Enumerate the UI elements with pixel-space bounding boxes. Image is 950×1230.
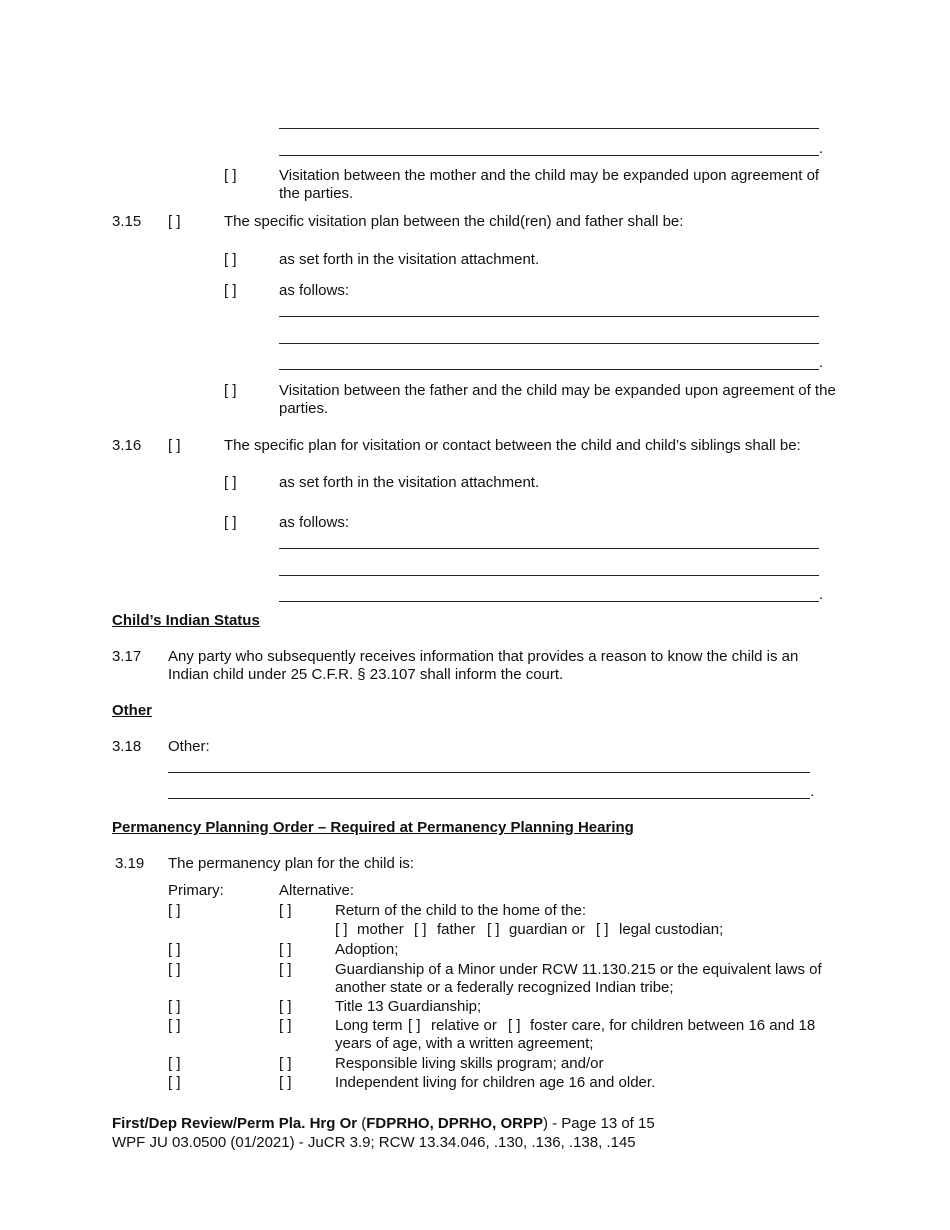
father-expand-text: Visitation between the father and the child may be expanded upon agreement of the parties. (279, 382, 836, 417)
footer-codes: FDPRHO, DPRHO, ORPP (366, 1115, 543, 1132)
checkbox-return-father[interactable]: [ ] (414, 921, 427, 938)
section-3-15-text: The specific visitation plan between the child(ren) and father shall be: (224, 213, 684, 230)
checkbox-father-follows[interactable]: [ ] (224, 282, 237, 299)
option-independent-living: Independent living for children age 16 and older. (335, 1074, 656, 1091)
line-period: . (819, 140, 824, 157)
checkbox-father-attachment[interactable]: [ ] (224, 251, 237, 268)
footer-page: ) - Page 13 of 15 (542, 1115, 655, 1132)
siblings-follows-text: as follows: (279, 514, 350, 531)
checkbox-primary-guardianship[interactable]: [ ] (168, 961, 181, 978)
option-mother: mother (357, 921, 404, 938)
option-father: father (437, 921, 476, 938)
blank-line[interactable] (279, 548, 819, 549)
checkbox-return-guardian[interactable]: [ ] (487, 921, 500, 938)
checkbox-alt-title13[interactable]: [ ] (279, 998, 292, 1015)
option-legal-custodian: legal custodian; (619, 921, 724, 938)
line-period: . (810, 783, 815, 800)
other-label: Other: (168, 738, 210, 755)
option-adoption: Adoption; (335, 941, 399, 958)
blank-line[interactable] (168, 772, 810, 773)
checkbox-siblings-follows[interactable]: [ ] (224, 514, 237, 531)
checkbox-long-term-foster[interactable]: [ ] (508, 1017, 521, 1034)
section-number-3-16: 3.16 (112, 437, 142, 454)
option-relative-or: relative or (431, 1017, 497, 1034)
section-number-3-18: 3.18 (112, 738, 142, 755)
option-title13: Title 13 Guardianship; (335, 998, 482, 1015)
option-guardian-or: guardian or (509, 921, 585, 938)
checkbox-primary-living-skills[interactable]: [ ] (168, 1055, 181, 1072)
checkbox-alt-independent[interactable]: [ ] (279, 1074, 292, 1091)
father-attachment-text: as set forth in the visitation attachment. (279, 251, 540, 268)
checkbox-alt-guardianship[interactable]: [ ] (279, 961, 292, 978)
blank-line[interactable] (279, 155, 819, 156)
section-3-16-text: The specific plan for visitation or contact between the child and child’s siblings shall be: (224, 437, 801, 454)
blank-line[interactable] (168, 798, 810, 799)
checkbox-alt-living-skills[interactable]: [ ] (279, 1055, 292, 1072)
checkbox-primary-return-home[interactable]: [ ] (168, 902, 181, 919)
line-period: . (819, 586, 824, 603)
section-number-3-17: 3.17 (112, 648, 142, 665)
checkbox-long-term-relative[interactable]: [ ] (408, 1017, 421, 1034)
mother-expand-text: Visitation between the mother and the child may be expanded upon agreement of the parties. (279, 167, 820, 202)
checkbox-return-mother[interactable]: [ ] (335, 921, 348, 938)
section-3-17-text: Any party who subsequently receives information that provides a reason to know the child is an Indian child under 25 C.F.R. § 23.107 shall inform the court. (168, 648, 799, 683)
section-3-19-intro: The permanency plan for the child is: (168, 855, 414, 872)
blank-line[interactable] (279, 575, 819, 576)
primary-label: Primary: (168, 882, 224, 899)
permanency-heading: Permanency Planning Order – Required at Permanency Planning Hearing (112, 819, 634, 836)
footer-form-ref: WPF JU 03.0500 (01/2021) - JuCR 3.9; RCW 13.34.046, .130, .136, .138, .145 (112, 1134, 636, 1151)
checkbox-mother-expand[interactable]: [ ] (224, 167, 237, 184)
footer-form-title: First/Dep Review/Perm Pla. Hrg Or (112, 1115, 358, 1132)
checkbox-siblings-attachment[interactable]: [ ] (224, 474, 237, 491)
option-foster-care: foster care, for children between 16 and 18 years of age, with a written agreement; (335, 1017, 816, 1052)
option-return-home: Return of the child to the home of the: (335, 902, 586, 919)
father-follows-text: as follows: (279, 282, 350, 299)
checkbox-alt-return-home[interactable]: [ ] (279, 902, 292, 919)
checkbox-return-legal-custodian[interactable]: [ ] (596, 921, 609, 938)
option-living-skills: Responsible living skills program; and/or (335, 1055, 604, 1072)
option-long-term-label: Long term (335, 1017, 403, 1034)
checkbox-alt-long-term[interactable]: [ ] (279, 1017, 292, 1034)
blank-line[interactable] (279, 601, 819, 602)
checkbox-primary-adoption[interactable]: [ ] (168, 941, 181, 958)
alternative-label: Alternative: (279, 882, 355, 899)
footer-title (112, 1115, 655, 1133)
section-number-3-19: 3.19 (115, 855, 145, 872)
checkbox-primary-independent[interactable]: [ ] (168, 1074, 181, 1091)
checkbox-alt-adoption[interactable]: [ ] (279, 941, 292, 958)
line-period: . (819, 354, 824, 371)
checkbox-father-expand[interactable]: [ ] (224, 382, 237, 399)
checkbox-primary-title13[interactable]: [ ] (168, 998, 181, 1015)
blank-line[interactable] (279, 316, 819, 317)
other-heading: Other (112, 702, 153, 719)
footer-paren: ( (361, 1115, 367, 1132)
section-number-3-15: 3.15 (112, 213, 142, 230)
indian-status-heading: Child’s Indian Status (112, 612, 260, 629)
checkbox-3-16[interactable]: [ ] (168, 437, 181, 454)
blank-line[interactable] (279, 369, 819, 370)
checkbox-primary-long-term[interactable]: [ ] (168, 1017, 181, 1034)
checkbox-3-15[interactable]: [ ] (168, 213, 181, 230)
option-guardianship-minor: Guardianship of a Minor under RCW 11.130.215 or the equivalent laws of another state or a federally recognized Indian tribe; (335, 961, 822, 996)
blank-line[interactable] (279, 128, 819, 129)
siblings-attachment-text: as set forth in the visitation attachment. (279, 474, 540, 491)
blank-line[interactable] (279, 343, 819, 344)
